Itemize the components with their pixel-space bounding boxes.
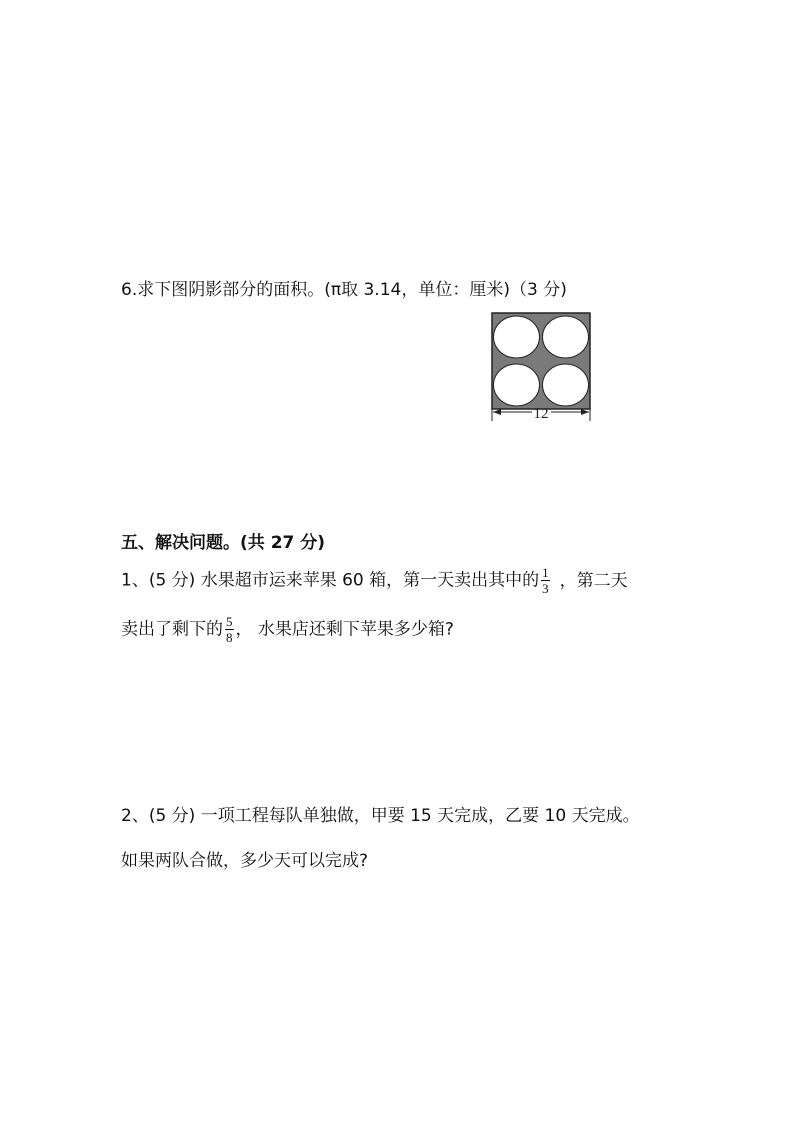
fraction-numerator: 5 [226,614,233,629]
problem-1-line-2 [121,614,454,645]
arrow-left-icon [493,409,501,415]
circle-bottom-right [543,364,589,406]
dimension-label: 12 [533,406,549,422]
arrow-right-icon [581,409,589,415]
fraction-denominator: 8 [226,630,233,645]
circle-bottom-left [494,364,540,406]
problem-2-line-2: 如果两队合做，多少天可以完成? [121,851,369,871]
circle-top-right [543,316,589,358]
shaded-area-figure [486,310,596,425]
problem-1-text-a: 1、(5 分) 水果超市运来苹果 60 箱，第一天卖出其中的 [121,570,540,591]
circle-top-left [494,316,540,358]
problem-2-line-1: 2、(5 分) 一项工程每队单独做，甲要 15 天完成，乙要 10 天完成。 [121,806,640,826]
section-heading: 五、解决问题。(共 27 分) [121,533,326,553]
fraction-one-third [541,565,550,596]
problem-1-text-d: ， 水果店还剩下苹果多少箱? [235,619,454,640]
fraction-five-eighths [225,614,234,645]
fraction-numerator: 1 [542,565,549,580]
problem-1-text-b: ，第二天 [559,570,628,591]
fraction-denominator: 3 [542,581,549,596]
problem-1-text-c: 卖出了剩下的 [121,619,223,640]
problem-1-line-1 [121,565,628,596]
question-6-text: 6.求下图阴影部分的面积。(π取 3.14，单位：厘米)（3 分) [121,280,567,300]
